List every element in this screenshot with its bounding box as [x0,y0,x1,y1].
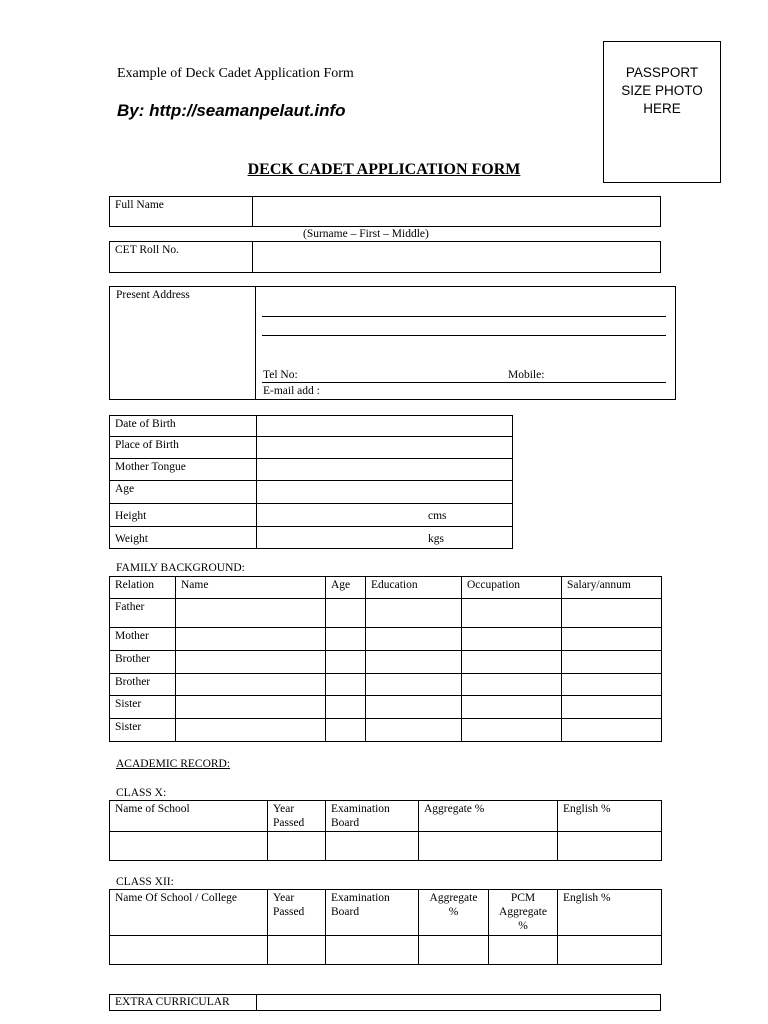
personal-details-table [109,415,513,549]
cell[interactable] [462,696,562,719]
cell[interactable] [562,719,662,742]
photo-box [603,41,721,183]
cell[interactable] [419,832,558,861]
cell[interactable] [326,628,366,651]
relation-brother-1: Brother [110,651,176,674]
cell[interactable] [110,832,268,861]
cell[interactable] [366,696,462,719]
table-row [110,527,513,549]
tel-line[interactable] [262,382,666,383]
age-label: Age [110,481,257,504]
col-exam-board: Examination Board [326,801,419,832]
cell[interactable] [366,719,462,742]
cell[interactable] [110,936,268,965]
extra-curricular-table [109,994,661,1011]
extra-curricular-field[interactable] [257,995,661,1011]
col-english: English % [558,801,662,832]
cell[interactable] [366,599,462,628]
col-school-name: Name of School [110,801,268,832]
table-row [110,437,513,459]
dob-label: Date of Birth [110,416,257,437]
cell[interactable] [558,936,662,965]
col-occupation: Occupation [462,577,562,599]
cell[interactable] [326,599,366,628]
height-label: Height [110,504,257,527]
col-year-passed: Year Passed [268,801,326,832]
col-school-college-name: Name Of School / College [110,890,268,936]
table-header-row [110,890,662,936]
cet-roll-field[interactable] [253,242,661,273]
mother-tongue-field[interactable] [257,459,513,481]
email-label: E-mail add : [263,385,320,397]
col-english: English % [558,890,662,936]
cell[interactable] [462,674,562,696]
cell[interactable] [558,832,662,861]
cet-roll-label: CET Roll No. [110,242,253,273]
cell[interactable] [268,936,326,965]
present-address-label: Present Address [116,289,190,301]
table-row [110,481,513,504]
cell[interactable] [366,651,462,674]
cell[interactable] [419,936,489,965]
address-line-2[interactable] [262,335,666,336]
table-row [110,651,662,674]
cell[interactable] [562,696,662,719]
cell[interactable] [176,696,326,719]
col-exam-board: Examination Board [326,890,419,936]
weight-unit: kgs [428,533,444,545]
family-heading: FAMILY BACKGROUND: [116,562,245,574]
col-salary: Salary/annum [562,577,662,599]
table-row [110,719,662,742]
cell[interactable] [326,696,366,719]
cell[interactable] [562,651,662,674]
cell[interactable] [176,674,326,696]
cell[interactable] [562,674,662,696]
cell[interactable] [326,936,419,965]
cell[interactable] [366,628,462,651]
table-row [110,674,662,696]
class-x-table [109,800,662,861]
form-title: DECK CADET APPLICATION FORM [247,161,521,178]
extra-curricular-label: EXTRA CURRICULAR [110,995,257,1011]
col-year-passed: Year Passed [268,890,326,936]
cell[interactable] [326,674,366,696]
relation-sister-2: Sister [110,719,176,742]
col-aggregate: Aggregate % [419,890,489,936]
academic-heading: ACADEMIC RECORD: [116,758,231,770]
address-line-1[interactable] [262,316,666,317]
col-aggregate: Aggregate % [419,801,558,832]
table-row [110,628,662,651]
table-row [110,459,513,481]
cell[interactable] [462,719,562,742]
cell[interactable] [462,651,562,674]
cell[interactable] [462,628,562,651]
table-row [110,696,662,719]
pob-label: Place of Birth [110,437,257,459]
tel-label: Tel No: [263,369,298,381]
height-field[interactable] [257,504,513,527]
class-x-label: CLASS X: [116,787,167,799]
weight-field[interactable] [257,527,513,549]
source-byline: By: http://seamanpelaut.info [117,101,346,120]
full-name-field[interactable] [253,197,661,227]
cell[interactable] [562,628,662,651]
mobile-label: Mobile: [508,369,545,381]
cell[interactable] [176,599,326,628]
cell[interactable] [176,651,326,674]
table-row [110,504,513,527]
class-xii-label: CLASS XII: [116,876,174,888]
family-table [109,576,662,742]
cell[interactable] [326,832,419,861]
table-header-row [110,801,662,832]
col-age: Age [326,577,366,599]
cell[interactable] [326,719,366,742]
full-name-label: Full Name [110,197,253,227]
full-name-table [109,196,661,227]
col-education: Education [366,577,462,599]
example-line: Example of Deck Cadet Application Form [117,66,354,81]
table-row [110,832,662,861]
relation-sister-1: Sister [110,696,176,719]
dob-field[interactable] [257,416,513,437]
mother-tongue-label: Mother Tongue [110,459,257,481]
cell[interactable] [489,936,558,965]
photo-box-label: PASSPORT SIZE PHOTO HERE [621,65,703,116]
cell[interactable] [326,651,366,674]
cell[interactable] [176,628,326,651]
cell[interactable] [562,599,662,628]
table-row [110,599,662,628]
weight-label: Weight [110,527,257,549]
cet-table [109,241,661,273]
cell[interactable] [366,674,462,696]
height-unit: cms [428,510,447,522]
relation-mother: Mother [110,628,176,651]
col-pcm-aggregate: PCM Aggregate % [489,890,558,936]
cell[interactable] [462,599,562,628]
cell[interactable] [176,719,326,742]
col-relation: Relation [110,577,176,599]
cell[interactable] [268,832,326,861]
relation-brother-2: Brother [110,674,176,696]
table-row [110,416,513,437]
pob-field[interactable] [257,437,513,459]
col-name: Name [176,577,326,599]
relation-father: Father [110,599,176,628]
class-xii-table [109,889,662,965]
table-row [110,936,662,965]
address-divider [255,287,256,399]
table-header-row [110,577,662,599]
name-format-hint: (Surname – First – Middle) [303,228,429,240]
age-field[interactable] [257,481,513,504]
